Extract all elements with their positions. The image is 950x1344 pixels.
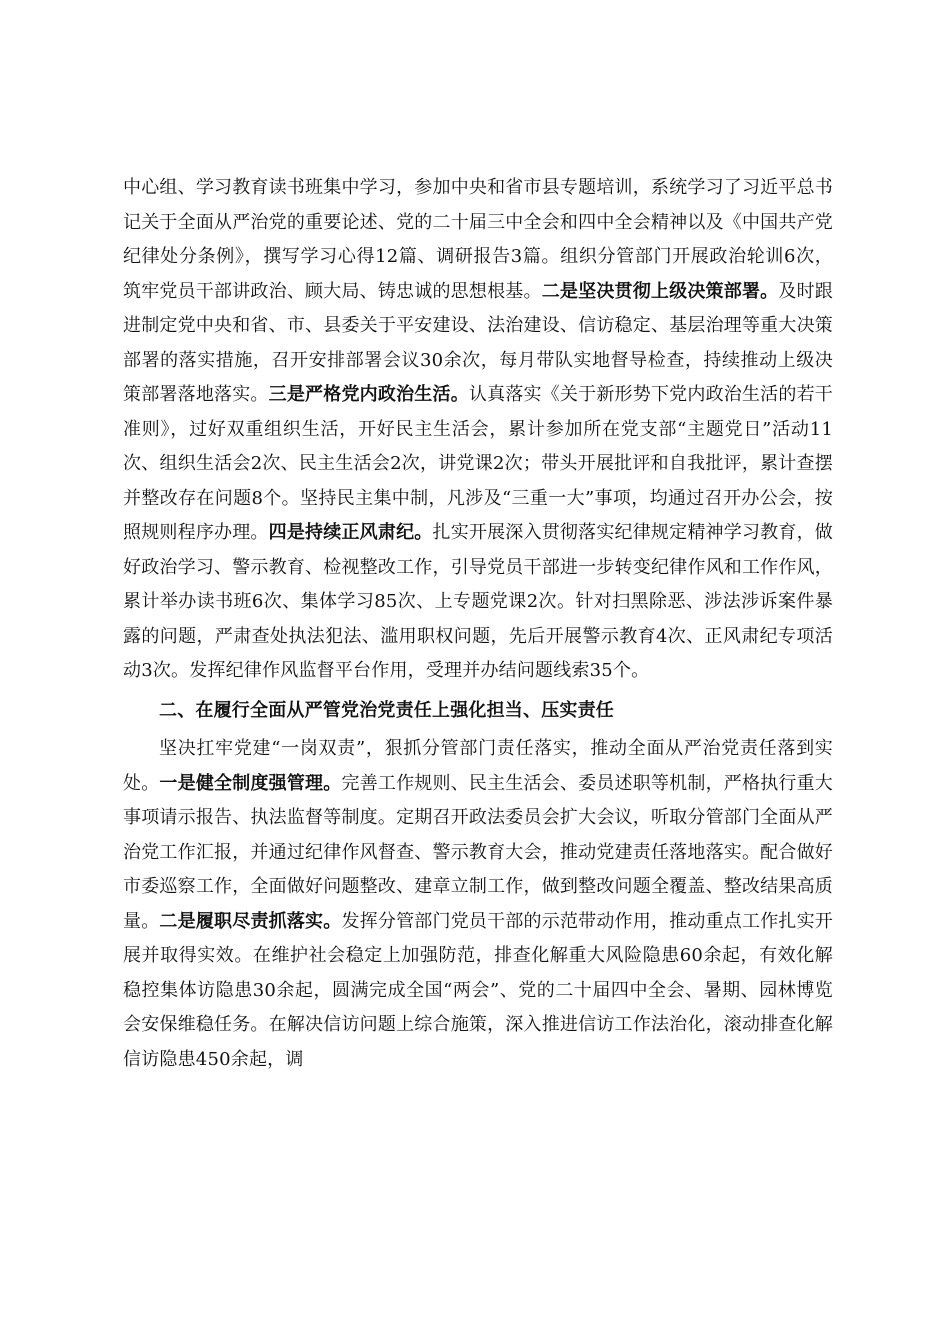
text-segment: 发挥分管部门党员干部的示范带动作用，推动重点工作扎实开展并取得实效。在维护社会稳定上加强防范，排查化解重大风险隐患60余起，有效化解稳控集体访隐患30余起，圆满完成全国“两会”、党的二十届四中全会、暑期、园林博览会安保维稳任务。在解决信访问题上综合施策，深入推进信访工作法治化，滚动排查化解信访隐患450余起，调	[123, 910, 834, 1070]
body-paragraph-2	[123, 732, 833, 1077]
text-segment: 及时跟进制定党中央和省、市、县委关于平安建设、法治建设、信访稳定、基层治理等重大决策部署的落实措施，召开安排部署会议30余次，每月带队实地督导检查，持续推动上级决策部署落地落实。	[123, 280, 833, 405]
text-segment: 完善工作规则、民主生活会、委员述职等机制，严格执行重大事项请示报告、执法监督等制度。定期召开政法委员会扩大会议，听取分管部门全面从严治党工作汇报，并通过纪律作风督查、警示教育大会，推动党建责任落地落实。配合做好市委巡察工作，全面做好问题整改、建章立制工作，做到整改问题全覆盖、整改结果高质量。	[123, 772, 834, 932]
subheading-inline-2: 二是履职尽责抓落实。	[159, 910, 342, 932]
text-segment: 认真落实《关于新形势下党内政治生活的若干准则》，过好双重组织生活，开好民主生活会，累计参加所在党支部“主题党日”活动11次、组织生活会2次、民主生活会2次，讲党课2次；带头开展批评和自我批评，累计查摆并整改存在问题8个。坚持民主集中制，凡涉及“三重一大”事项，均通过召开办公会，按照规则程序办理。	[123, 384, 833, 543]
subheading-inline-4: 四是持续正风肃纪。	[268, 522, 433, 543]
section-heading: 二、在履行全面从严管党治党责任上强化担当、压实责任	[159, 699, 614, 721]
subheading-inline-2: 二是坚决贯彻上级决策部署。	[541, 280, 779, 302]
body-paragraph-1	[123, 171, 833, 689]
text-segment: 坚决扛牢党建“一岗双责”，狠抓分管部门责任落实，推动全面从严治党责任落到实处。	[123, 738, 833, 794]
subheading-inline-1: 一是健全制度强管理。	[159, 772, 342, 794]
document-body	[123, 171, 833, 1077]
subheading-inline-3: 三是严格党内政治生活。	[268, 384, 469, 405]
text-segment: 中心组、学习教育读书班集中学习，参加中央和省市县专题培训，系统学习了习近平总书记关于全面从严治党的重要论述、党的二十届三中全会和四中全会精神以及《中国共产党纪律处分条例》，撰写学习心得12篇、调研报告3篇。组织分管部门开展政治轮训6次，筑牢党员干部讲政治、顾大局、铸忠诚的思想根基。	[123, 177, 833, 302]
text-segment: 扎实开展深入贯彻落实纪律规定精神学习教育，做好政治学习、警示教育、检视整改工作，引导党员干部进一步转变纪律作风和工作作风，累计举办读书班6次、集体学习85次、上专题党课2次。针对扫黑除恶、涉法涉诉案件暴露的问题，严肃查处执法犯法、滥用职权问题，先后开展警示教育4次、正风肃纪专项活动3次。发挥纪律作风监督平台作用，受理并办结问题线索35个。	[123, 522, 833, 681]
